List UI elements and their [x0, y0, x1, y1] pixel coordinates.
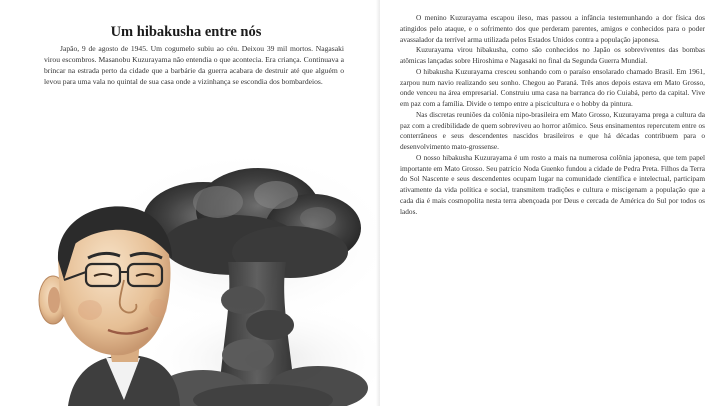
article-paragraph: O hibakusha Kuzurayama cresceu sonhando com o paraíso ensolarado chamado Brasil. Em 1961, zarpou num navio realizando seu sonho. Chegou ao Paraná. Três anos depois estava em Mato Grosso, onde venceu na área empresarial. Construiu uma casa na barranca do rio Cuiabá, perto da capital. Vive em paz com a família. Divide o tempo entre a piscicultura e o hobby da pintura. — [400, 66, 705, 108]
mushroom-cloud-caricature-illustration — [28, 150, 380, 406]
article-paragraph: O menino Kuzurayama escapou ileso, mas passou a infância testemunhando a dor física dos atingidos pelo ataque, e o sofrimento dos que perderam parentes, amigos e conhecidos para o poder avassalador da terrível arma utilizada pelos Estados Unidos contra a população japonesa. — [400, 13, 705, 44]
article-paragraph: Nas discretas reuniões da colônia nipo-brasileira em Mato Grosso, Kuzurayama prega a cultura da paz com a credibilidade de quem sobreviveu ao horror atômico. Seus ensinamentos repercutem entre os conterrâneos e seus descendentes nascidos brasileiros e que há décadas contribuem para o desenvolvimento mato-grossense. — [400, 109, 705, 151]
article-paragraph: O nosso hibakusha Kuzurayama é um rosto a mais na numerosa colônia japonesa, que tem papel importante em Mato Grosso. Seu patrício Noda Guenko fundou a cidade de Pedra Preta. Filhos da Terra do Sol Nascente e seus descendentes ocupam lugar na comunidade científica e intelectual, participam ativamente da vida política e social, transmitem tradições e cultura e miscigenam a população que a cada dia é mais cosmopolita nesta terra abençoada por Deus e cercada de América do Sul por todos os lados. — [400, 152, 705, 216]
right-page — [380, 0, 721, 406]
article-title: Um hibakusha entre nós — [110, 23, 262, 40]
article-body — [400, 13, 705, 217]
intro-paragraph: Japão, 9 de agosto de 1945. Um cogumelo subiu ao céu. Deixou 39 mil mortos. Nagasaki virou escombros. Masanobu Kuzurayama não entendia o que acontecia. Era criança. Continuava a brincar na estrada perto da cidade que a barbárie da guerra acabara de destruir até que alguém o levou para uma vala no quintal de sua casa onde a vizinhança se escondia dos bombardeios. — [44, 44, 344, 86]
article-paragraph: Kuzurayama virou hibakusha, como são conhecidos no Japão os sobreviventes das bombas atômicas lançadas sobre Hiroshima e Nagasaki no final da Segunda Guerra Mundial. — [400, 45, 705, 65]
caricature-portrait — [39, 206, 180, 406]
